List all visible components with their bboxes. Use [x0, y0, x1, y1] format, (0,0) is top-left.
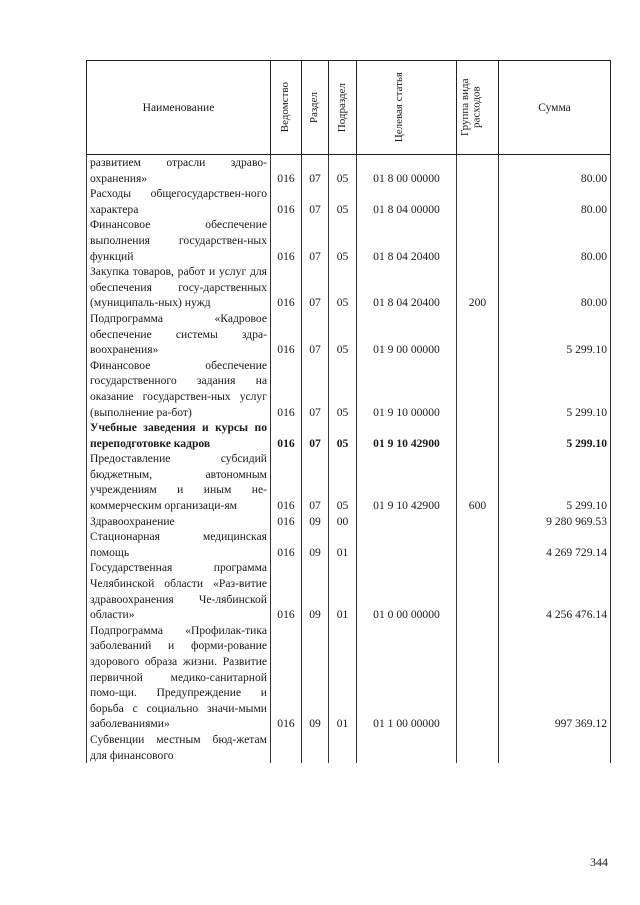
- row-podr: 05: [329, 217, 357, 264]
- row-ved: 016: [271, 514, 302, 530]
- row-ved: 016: [271, 623, 302, 732]
- table-row: [87, 560, 611, 622]
- header-grp-label: Группа вида расходов: [458, 78, 483, 137]
- row-podr: 01: [329, 623, 357, 732]
- header-podr-label: Подраздел: [335, 82, 348, 133]
- row-sum: 5 299.10: [499, 358, 611, 420]
- row-name: Государственная программа Челябинской области «Раз-витие здравоохранения Че-лябинской области»: [87, 560, 271, 622]
- row-name: Подпрограмма «Кадровое обеспечение системы здра-воохранения»: [87, 311, 271, 358]
- row-cel: [357, 529, 457, 560]
- table-row: [87, 358, 611, 420]
- row-name: Учебные заведения и курсы по переподготовке кадров: [87, 420, 271, 451]
- row-podr: 05: [329, 264, 357, 311]
- row-podr: 05: [329, 155, 357, 187]
- table-row: [87, 155, 611, 187]
- table-row: [87, 264, 611, 311]
- row-razd: 07: [302, 420, 329, 451]
- row-podr: 00: [329, 514, 357, 530]
- row-name: Стационарная медицинская помощь: [87, 529, 271, 560]
- row-grp: 200: [457, 264, 499, 311]
- row-sum: 4 269 729.14: [499, 529, 611, 560]
- row-podr: 01: [329, 529, 357, 560]
- row-razd: 07: [302, 358, 329, 420]
- page-number: 344: [590, 855, 608, 869]
- table-header-row: [87, 61, 611, 155]
- row-sum: 5 299.10: [499, 420, 611, 451]
- table-row: [87, 186, 611, 217]
- row-grp: [457, 217, 499, 264]
- row-cel: 01 9 00 00000: [357, 311, 457, 358]
- row-razd: 07: [302, 217, 329, 264]
- header-cel-label: Целевая статья: [392, 72, 405, 143]
- row-sum: 80.00: [499, 264, 611, 311]
- row-grp: [457, 186, 499, 217]
- row-name: Здравоохранение: [87, 514, 271, 530]
- table-row: [87, 514, 611, 530]
- header-cel: [357, 61, 457, 155]
- row-razd: [302, 732, 329, 763]
- header-ved: [271, 61, 302, 155]
- row-podr: 05: [329, 451, 357, 513]
- row-sum: 9 280 969.53: [499, 514, 611, 530]
- table-body: [87, 155, 611, 764]
- table-row: [87, 217, 611, 264]
- header-ved-label: Ведомство: [279, 82, 292, 133]
- row-cel: [357, 514, 457, 530]
- header-razd-label: Раздел: [308, 91, 321, 124]
- budget-table: [86, 60, 611, 763]
- row-grp: [457, 514, 499, 530]
- row-cel: 01 9 10 00000: [357, 358, 457, 420]
- header-name: Наименование: [87, 61, 271, 155]
- table-row: [87, 451, 611, 513]
- row-grp: 600: [457, 451, 499, 513]
- row-podr: 01: [329, 560, 357, 622]
- row-razd: 07: [302, 264, 329, 311]
- row-ved: 016: [271, 311, 302, 358]
- row-grp: [457, 529, 499, 560]
- header-razd: [302, 61, 329, 155]
- row-ved: 016: [271, 560, 302, 622]
- row-cel: 01 8 04 00000: [357, 186, 457, 217]
- row-grp: [457, 311, 499, 358]
- row-ved: 016: [271, 264, 302, 311]
- row-ved: [271, 732, 302, 763]
- row-sum: 5 299.10: [499, 311, 611, 358]
- row-razd: 09: [302, 560, 329, 622]
- row-cel: 01 8 04 20400: [357, 217, 457, 264]
- row-ved: 016: [271, 529, 302, 560]
- row-ved: 016: [271, 358, 302, 420]
- row-podr: 05: [329, 311, 357, 358]
- row-ved: 016: [271, 420, 302, 451]
- row-sum: 5 299.10: [499, 451, 611, 513]
- row-razd: 09: [302, 514, 329, 530]
- row-sum: [499, 732, 611, 763]
- row-grp: [457, 623, 499, 732]
- row-name: Предоставление субсидий бюджетным, автономным учреждениям и иным не-коммерческим организаци-ям: [87, 451, 271, 513]
- table-row: [87, 311, 611, 358]
- row-razd: 07: [302, 451, 329, 513]
- row-razd: 07: [302, 155, 329, 187]
- row-ved: 016: [271, 186, 302, 217]
- row-grp: [457, 560, 499, 622]
- row-grp: [457, 420, 499, 451]
- table-row: [87, 732, 611, 763]
- row-ved: 016: [271, 217, 302, 264]
- row-cel: [357, 732, 457, 763]
- row-cel: 01 9 10 42900: [357, 420, 457, 451]
- row-name: Расходы общегосударствен-ного характера: [87, 186, 271, 217]
- row-sum: 4 256 476.14: [499, 560, 611, 622]
- row-name: Закупка товаров, работ и услуг для обеспечения госу-дарственных (муниципаль-ных) нужд: [87, 264, 271, 311]
- row-podr: 05: [329, 420, 357, 451]
- row-name: Финансовое обеспечение государственного задания на оказание государствен-ных услуг (выполнение ра-бот): [87, 358, 271, 420]
- row-cel: 01 8 00 00000: [357, 155, 457, 187]
- row-grp: [457, 732, 499, 763]
- row-sum: 80.00: [499, 217, 611, 264]
- row-cel: 01 9 10 42900: [357, 451, 457, 513]
- row-cel: 01 1 00 00000: [357, 623, 457, 732]
- row-name: Субвенции местным бюд-жетам для финансового: [87, 732, 271, 763]
- row-razd: 09: [302, 529, 329, 560]
- row-sum: 80.00: [499, 186, 611, 217]
- header-sum: Сумма: [499, 61, 611, 155]
- row-razd: 07: [302, 311, 329, 358]
- row-name: Подпрограмма «Профилак-тика заболеваний и форми-рование здорового образа жизни. Развитие первичной медико-санитарной помо-щи. Предупреждение и борьба с социально значи-мыми заболеваниями»: [87, 623, 271, 732]
- table-row: [87, 623, 611, 732]
- row-cel: 01 0 00 00000: [357, 560, 457, 622]
- row-razd: 09: [302, 623, 329, 732]
- row-name: развитием отрасли здраво-охранения»: [87, 155, 271, 187]
- row-cel: 01 8 04 20400: [357, 264, 457, 311]
- row-sum: 80.00: [499, 155, 611, 187]
- row-name: Финансовое обеспечение выполнения государствен-ных функций: [87, 217, 271, 264]
- table-row: [87, 529, 611, 560]
- budget-table-page: [86, 60, 610, 763]
- table-row: [87, 420, 611, 451]
- row-podr: [329, 732, 357, 763]
- row-razd: 07: [302, 186, 329, 217]
- row-ved: 016: [271, 451, 302, 513]
- row-grp: [457, 358, 499, 420]
- row-sum: 997 369.12: [499, 623, 611, 732]
- header-podr: [329, 61, 357, 155]
- row-podr: 05: [329, 358, 357, 420]
- row-ved: 016: [271, 155, 302, 187]
- row-podr: 05: [329, 186, 357, 217]
- header-grp: [457, 61, 499, 155]
- row-grp: [457, 155, 499, 187]
